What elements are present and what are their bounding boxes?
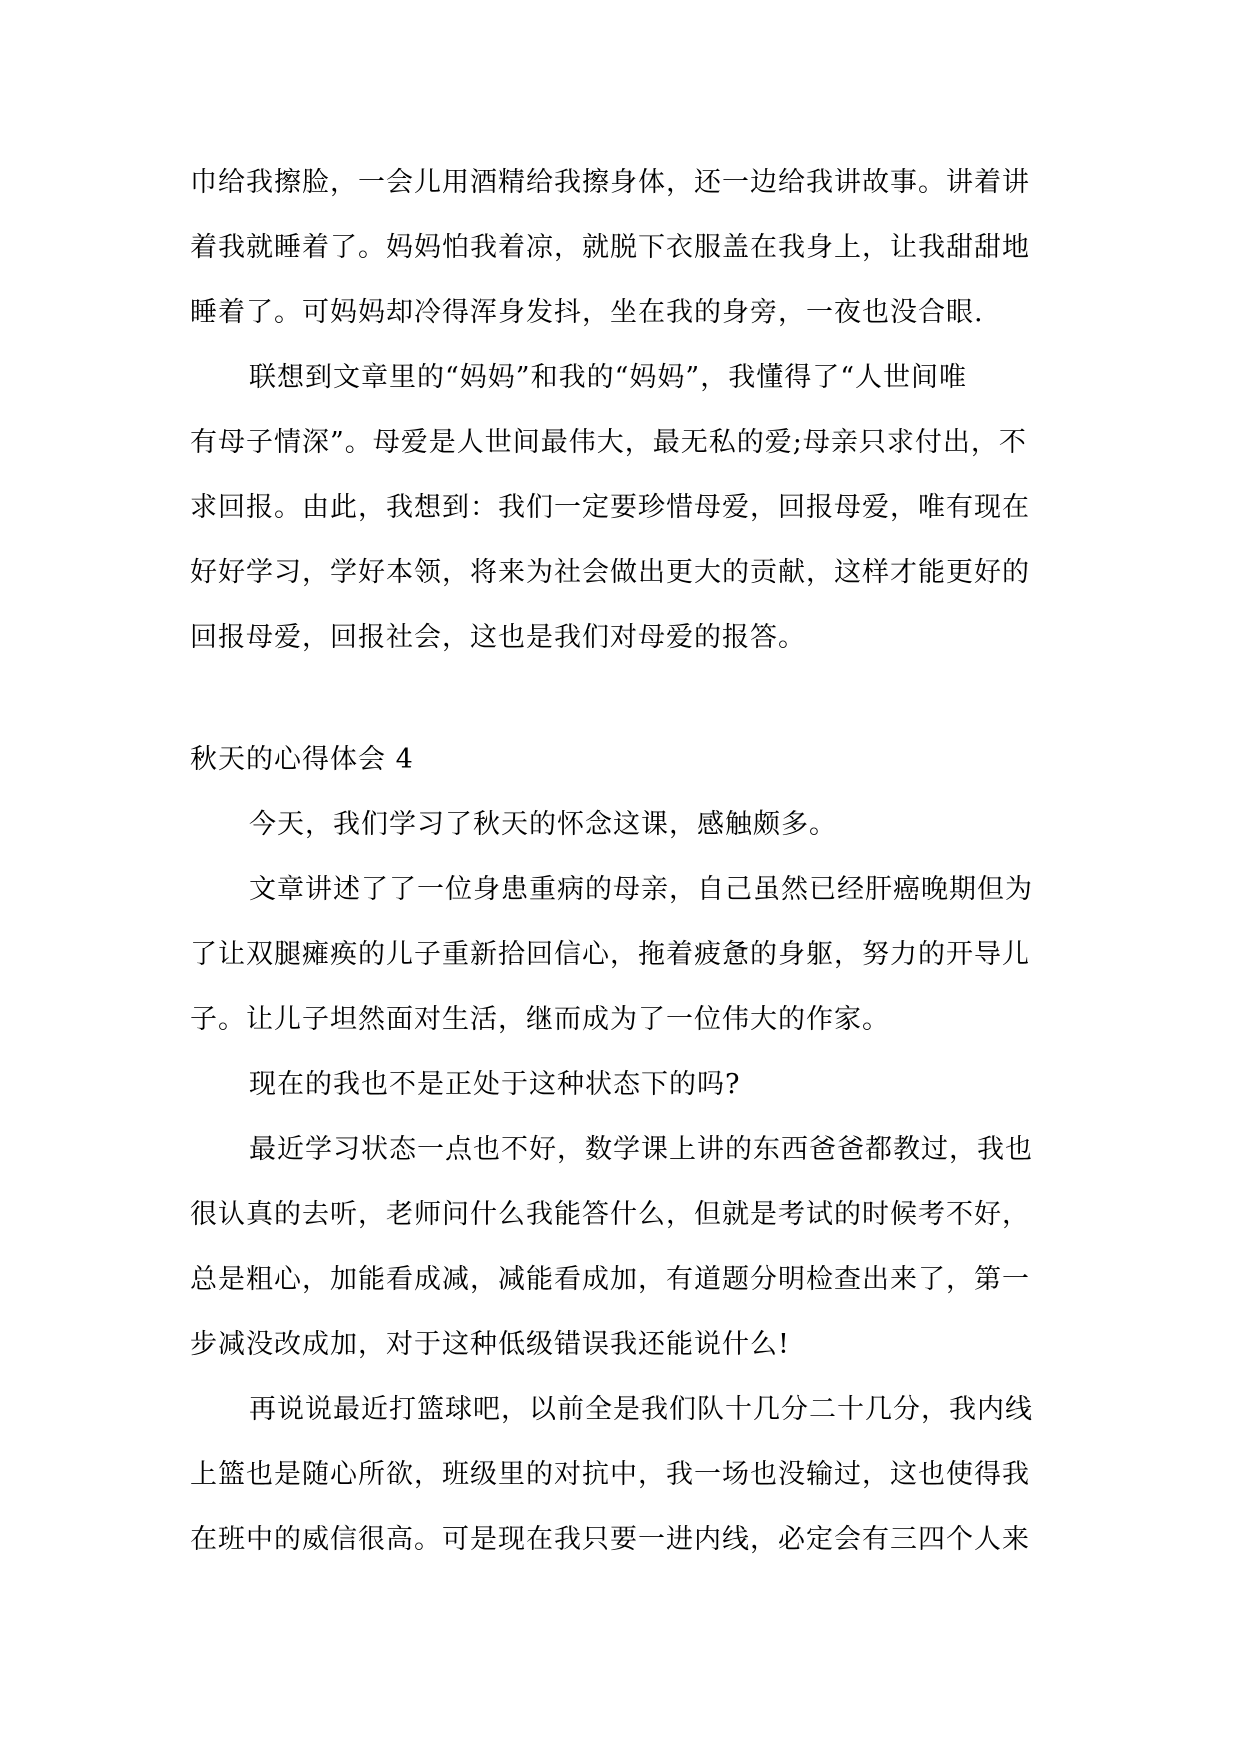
paragraph-line: 今天，我们学习了秋天的怀念这课，感触颇多。 xyxy=(249,809,837,840)
paragraph-line: 在班中的威信很高。可是现在我只要一进内线，必定会有三四个人来 xyxy=(190,1524,1030,1555)
paragraph-line: 巾给我擦脸，一会儿用酒精给我擦身体，还一边给我讲故事。讲着讲 xyxy=(190,167,1030,198)
paragraph-line: 了让双腿瘫痪的儿子重新拾回信心，拖着疲惫的身躯，努力的开导儿 xyxy=(190,939,1030,970)
section-heading: 秋天的心得体会 4 xyxy=(190,744,414,775)
paragraph-line: 最近学习状态一点也不好，数学课上讲的东西爸爸都教过，我也 xyxy=(249,1134,1033,1165)
paragraph-line: 总是粗心，加能看成减，减能看成加，有道题分明检查出来了，第一 xyxy=(190,1264,1030,1295)
paragraph-line: 步减没改成加，对于这种低级错误我还能说什么! xyxy=(190,1329,790,1360)
paragraph-line: 好好学习，学好本领，将来为社会做出更大的贡献，这样才能更好的 xyxy=(190,557,1030,588)
paragraph-line: 上篮也是随心所欲，班级里的对抗中，我一场也没输过，这也使得我 xyxy=(190,1459,1030,1490)
paragraph-line: 很认真的去听，老师问什么我能答什么，但就是考试的时候考不好， xyxy=(190,1199,1030,1230)
paragraph-line: 求回报。由此，我想到：我们一定要珍惜母爱，回报母爱，唯有现在 xyxy=(190,492,1030,523)
paragraph-line: 现在的我也不是正处于这种状态下的吗? xyxy=(249,1069,741,1100)
paragraph-line: 回报母爱，回报社会，这也是我们对母爱的报答。 xyxy=(190,622,806,653)
paragraph-line: 睡着了。可妈妈却冷得浑身发抖，坐在我的身旁，一夜也没合眼. xyxy=(190,297,984,328)
paragraph-line: 文章讲述了了一位身患重病的母亲，自己虽然已经肝癌晚期但为 xyxy=(249,874,1033,905)
paragraph-line: 联想到文章里的“妈妈”和我的“妈妈”，我懂得了“人世间唯 xyxy=(249,362,968,393)
paragraph-line: 有母子情深”。母爱是人世间最伟大，最无私的爱;母亲只求付出，不 xyxy=(190,427,1027,458)
paragraph-line: 再说说最近打篮球吧，以前全是我们队十几分二十几分，我内线 xyxy=(249,1394,1033,1425)
paragraph-line: 着我就睡着了。妈妈怕我着凉，就脱下衣服盖在我身上，让我甜甜地 xyxy=(190,232,1030,263)
paragraph-line: 子。让儿子坦然面对生活，继而成为了一位伟大的作家。 xyxy=(190,1004,890,1035)
